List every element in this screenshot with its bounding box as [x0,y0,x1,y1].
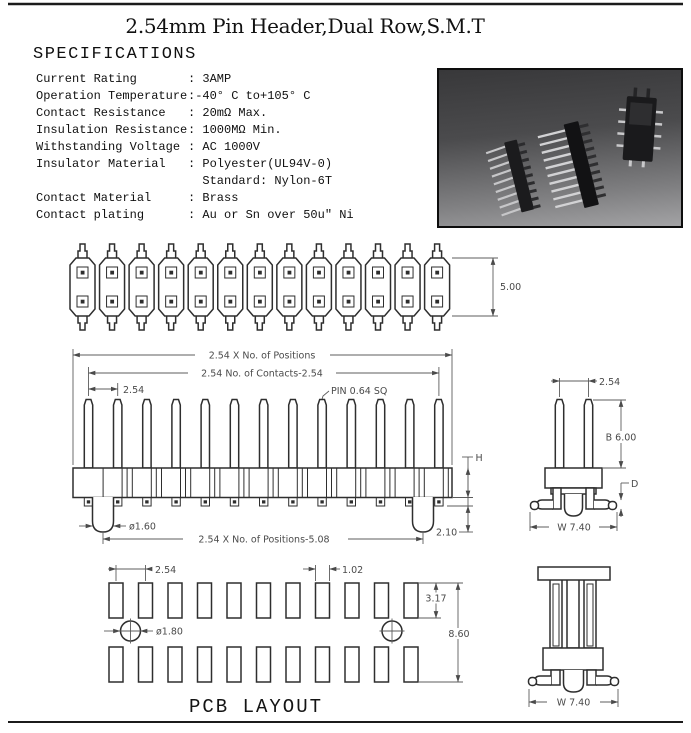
spec-value: :-40° C to+105° C [188,89,311,103]
spec-value: : Brass [188,191,239,205]
spec-label: Withstanding Voltage [36,140,181,154]
pcb-layout-drawing [104,565,475,718]
dim-end-pitch: 2.54 [599,377,621,388]
dim-pad-pitch: 2.54 [155,565,177,576]
front-view-drawing [73,349,483,546]
spec-label: Operation Temperature [36,89,188,103]
dim-pad-width: 1.02 [342,565,364,576]
dim-end-width: W 7.40 [557,522,591,534]
pcb-layout-caption: PCB LAYOUT [188,696,324,718]
dim-peg-span: 2.54 X No. of Positions-5.08 [198,534,330,546]
spec-label: Contact Material [36,191,152,205]
dim-pitch: 2.54 [123,385,145,396]
spec-value: : Polyester(UL94V-0) [188,157,333,171]
spec-value: : Au or Sn over 50u" Ni [188,208,354,222]
dim-peg-diameter: ø1.60 [129,521,156,533]
spec-value: : 1000MΩ Min. [188,123,282,137]
dim-pin-height: B 6.00 [605,432,637,444]
dim-mated-width: W 7.40 [556,697,591,709]
spec-label: Insulator Material [36,157,166,171]
top-view-drawing [70,244,521,330]
page-title: 2.54mm Pin Header,Dual Row,S.M.T [125,14,485,38]
end-view-drawing [530,377,644,534]
dim-hole-diameter: ø1.80 [156,626,183,638]
spec-value: Standard: Nylon-6T [188,174,333,188]
mated-view-drawing [529,567,619,709]
dim-row-span: 8.60 [448,629,470,640]
spec-label: Contact plating [36,208,145,222]
spec-value: : AC 1000V [188,140,261,154]
dim-height-label: H [475,453,483,464]
spec-label: Insulation Resistance [36,123,188,137]
dim-foot-thickness: D [631,479,639,490]
dim-pad-height: 3.17 [425,593,447,605]
specifications-heading: SPECIFICATIONS [33,45,197,64]
dim-contacts-span: 2.54 No. of Contacts-2.54 [201,368,323,380]
dim-standoff: 2.10 [436,527,458,539]
pin-size-note: PIN 0.64 SQ [331,386,388,397]
dim-body-height: 5.00 [500,282,522,293]
spec-value: : 3AMP [188,72,232,86]
dim-total-width: 2.54 X No. of Positions [208,350,316,362]
spec-value: : 20mΩ Max. [188,106,268,120]
spec-label: Current Rating [36,72,137,86]
spec-label: Contact Resistance [36,106,166,120]
